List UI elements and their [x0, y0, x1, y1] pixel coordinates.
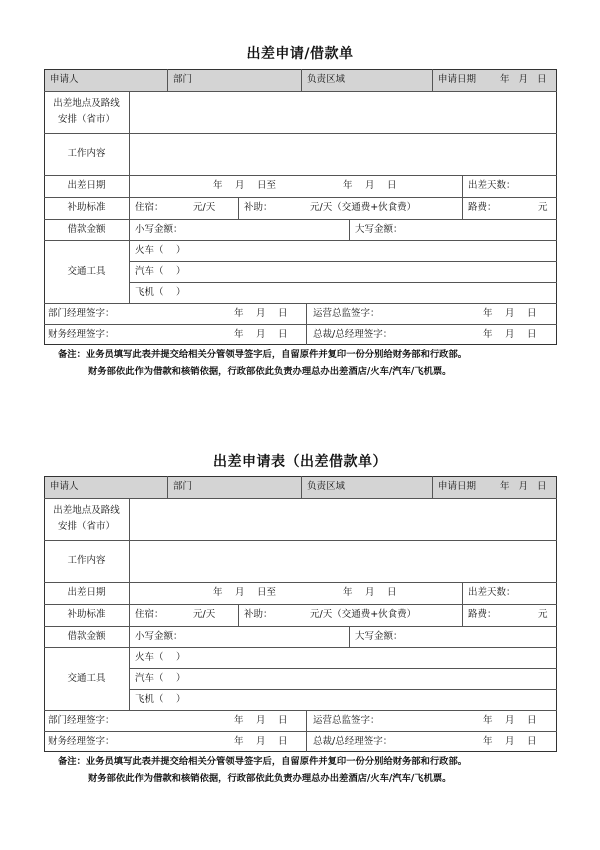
col-divider — [167, 476, 168, 498]
col-divider — [238, 197, 239, 219]
department-label: 部门 — [173, 74, 193, 85]
form-title: 出差申请/借款单 — [246, 46, 354, 62]
apply-date-units: 年 月 日 — [500, 481, 547, 492]
row-divider — [44, 626, 557, 627]
destination-field[interactable] — [130, 499, 556, 540]
row-divider — [44, 219, 557, 220]
trip-days-label: 出差天数： — [468, 587, 516, 598]
sign-date-units: 年 月 日 — [483, 715, 537, 726]
car-option[interactable]: 汽车（ ） — [135, 673, 186, 684]
destination-label: 出差地点及路线 — [53, 98, 120, 109]
col-divider — [238, 604, 239, 626]
row-divider — [129, 261, 557, 262]
work-content-field[interactable] — [130, 541, 556, 582]
subsidy-unit: 元/天（交通费+伙食费） — [310, 609, 417, 620]
loan-upper-field[interactable]: 大写金额： — [355, 224, 403, 235]
destination-label-2: 安排（省市） — [57, 521, 115, 532]
applicant-label: 申请人 — [50, 74, 79, 85]
lodging-unit: 元/天 — [193, 202, 216, 213]
train-option[interactable]: 火车（ ） — [135, 652, 186, 663]
allowance-label: 补助标准 — [67, 609, 106, 620]
car-option[interactable]: 汽车（ ） — [135, 266, 186, 277]
row-divider — [129, 689, 557, 690]
travel-form-1 — [0, 0, 600, 400]
loan-lower-field[interactable]: 小写金额： — [135, 224, 183, 235]
row-divider — [44, 582, 557, 583]
col-divider — [462, 175, 463, 219]
subsidy-unit: 元/天（交通费+伙食费） — [310, 202, 417, 213]
row-divider — [129, 282, 557, 283]
apply-date-units: 年 月 日 — [500, 74, 547, 85]
apply-date-label: 申请日期 — [438, 74, 477, 85]
trip-date-from[interactable]: 年 月 日至 — [213, 180, 277, 191]
region-label: 负责区域 — [307, 74, 346, 85]
row-divider — [44, 175, 557, 176]
trip-date-to[interactable]: 年 月 日 — [343, 180, 397, 191]
col-divider — [432, 476, 433, 498]
row-divider — [44, 710, 557, 711]
travel-fee-label: 路费： — [468, 202, 497, 213]
sign-date-units: 年 月 日 — [483, 736, 537, 747]
sign-date-units: 年 月 日 — [234, 308, 288, 319]
note-line-1: 备注：业务员填写此表并提交给相关分管领导签字后，自留原件并复印一份分别给财务部和行政部。 — [58, 756, 468, 767]
apply-date-label: 申请日期 — [438, 481, 477, 492]
ops-director-sign[interactable]: 运营总监签字： — [313, 715, 380, 726]
trip-date-to[interactable]: 年 月 日 — [343, 587, 397, 598]
trip-date-from[interactable]: 年 月 日至 — [213, 587, 277, 598]
sign-date-units: 年 月 日 — [483, 329, 537, 340]
col-divider — [462, 582, 463, 626]
col-divider — [301, 476, 302, 498]
col-divider — [349, 219, 350, 240]
loan-lower-field[interactable]: 小写金额： — [135, 631, 183, 642]
region-label: 负责区域 — [307, 481, 346, 492]
department-label: 部门 — [173, 481, 193, 492]
row-divider — [129, 668, 557, 669]
work-content-field[interactable] — [130, 134, 556, 175]
row-divider — [44, 647, 557, 648]
lodging-label: 住宿： — [135, 202, 164, 213]
sign-date-units: 年 月 日 — [234, 715, 288, 726]
subsidy-label: 补助： — [244, 202, 273, 213]
note-line-2: 财务部依此作为借款和核销依据，行政部依此负责办理总办出差酒店/火车/汽车/飞机票。 — [88, 773, 452, 784]
applicant-label: 申请人 — [50, 481, 79, 492]
loan-label: 借款金额 — [67, 631, 106, 642]
travel-fee-unit: 元 — [538, 609, 548, 620]
lodging-unit: 元/天 — [193, 609, 216, 620]
dept-manager-sign[interactable]: 部门经理签字： — [48, 308, 115, 319]
allowance-label: 补助标准 — [67, 202, 106, 213]
sign-date-units: 年 月 日 — [234, 329, 288, 340]
dept-manager-sign[interactable]: 部门经理签字： — [48, 715, 115, 726]
transport-label: 交通工具 — [67, 673, 106, 684]
destination-label-2: 安排（省市） — [57, 114, 115, 125]
plane-option[interactable]: 飞机（ ） — [135, 694, 186, 705]
trip-date-label: 出差日期 — [67, 180, 106, 191]
travel-fee-label: 路费： — [468, 609, 497, 620]
transport-label: 交通工具 — [67, 266, 106, 277]
destination-label: 出差地点及路线 — [53, 505, 120, 516]
note-line-1: 备注：业务员填写此表并提交给相关分管领导签字后，自留原件并复印一份分别给财务部和行政部。 — [58, 349, 468, 360]
form-title: 出差申请表（出差借款单） — [213, 454, 387, 470]
col-divider — [306, 303, 307, 345]
loan-label: 借款金额 — [67, 224, 106, 235]
work-content-label: 工作内容 — [67, 555, 106, 566]
col-divider — [301, 69, 302, 91]
row-divider — [44, 604, 557, 605]
plane-option[interactable]: 飞机（ ） — [135, 287, 186, 298]
note-line-2: 财务部依此作为借款和核销依据，行政部依此负责办理总办出差酒店/火车/汽车/飞机票。 — [88, 366, 452, 377]
sign-date-units: 年 月 日 — [234, 736, 288, 747]
finance-manager-sign[interactable]: 财务经理签字： — [48, 329, 115, 340]
trip-days-label: 出差天数： — [468, 180, 516, 191]
loan-upper-field[interactable]: 大写金额： — [355, 631, 403, 642]
col-divider — [306, 710, 307, 752]
destination-field[interactable] — [130, 92, 556, 133]
finance-manager-sign[interactable]: 财务经理签字： — [48, 736, 115, 747]
row-divider — [44, 240, 557, 241]
lodging-label: 住宿： — [135, 609, 164, 620]
train-option[interactable]: 火车（ ） — [135, 245, 186, 256]
col-divider — [349, 626, 350, 647]
sign-date-units: 年 月 日 — [483, 308, 537, 319]
travel-fee-unit: 元 — [538, 202, 548, 213]
work-content-label: 工作内容 — [67, 148, 106, 159]
travel-form-2 — [0, 407, 600, 807]
row-divider — [44, 197, 557, 198]
subsidy-label: 补助： — [244, 609, 273, 620]
col-divider — [167, 69, 168, 91]
gm-sign[interactable]: 总裁/总经理签字： — [313, 736, 393, 747]
col-divider — [432, 69, 433, 91]
trip-date-label: 出差日期 — [67, 587, 106, 598]
row-divider — [44, 324, 557, 325]
ops-director-sign[interactable]: 运营总监签字： — [313, 308, 380, 319]
row-divider — [44, 303, 557, 304]
gm-sign[interactable]: 总裁/总经理签字： — [313, 329, 393, 340]
row-divider — [44, 731, 557, 732]
